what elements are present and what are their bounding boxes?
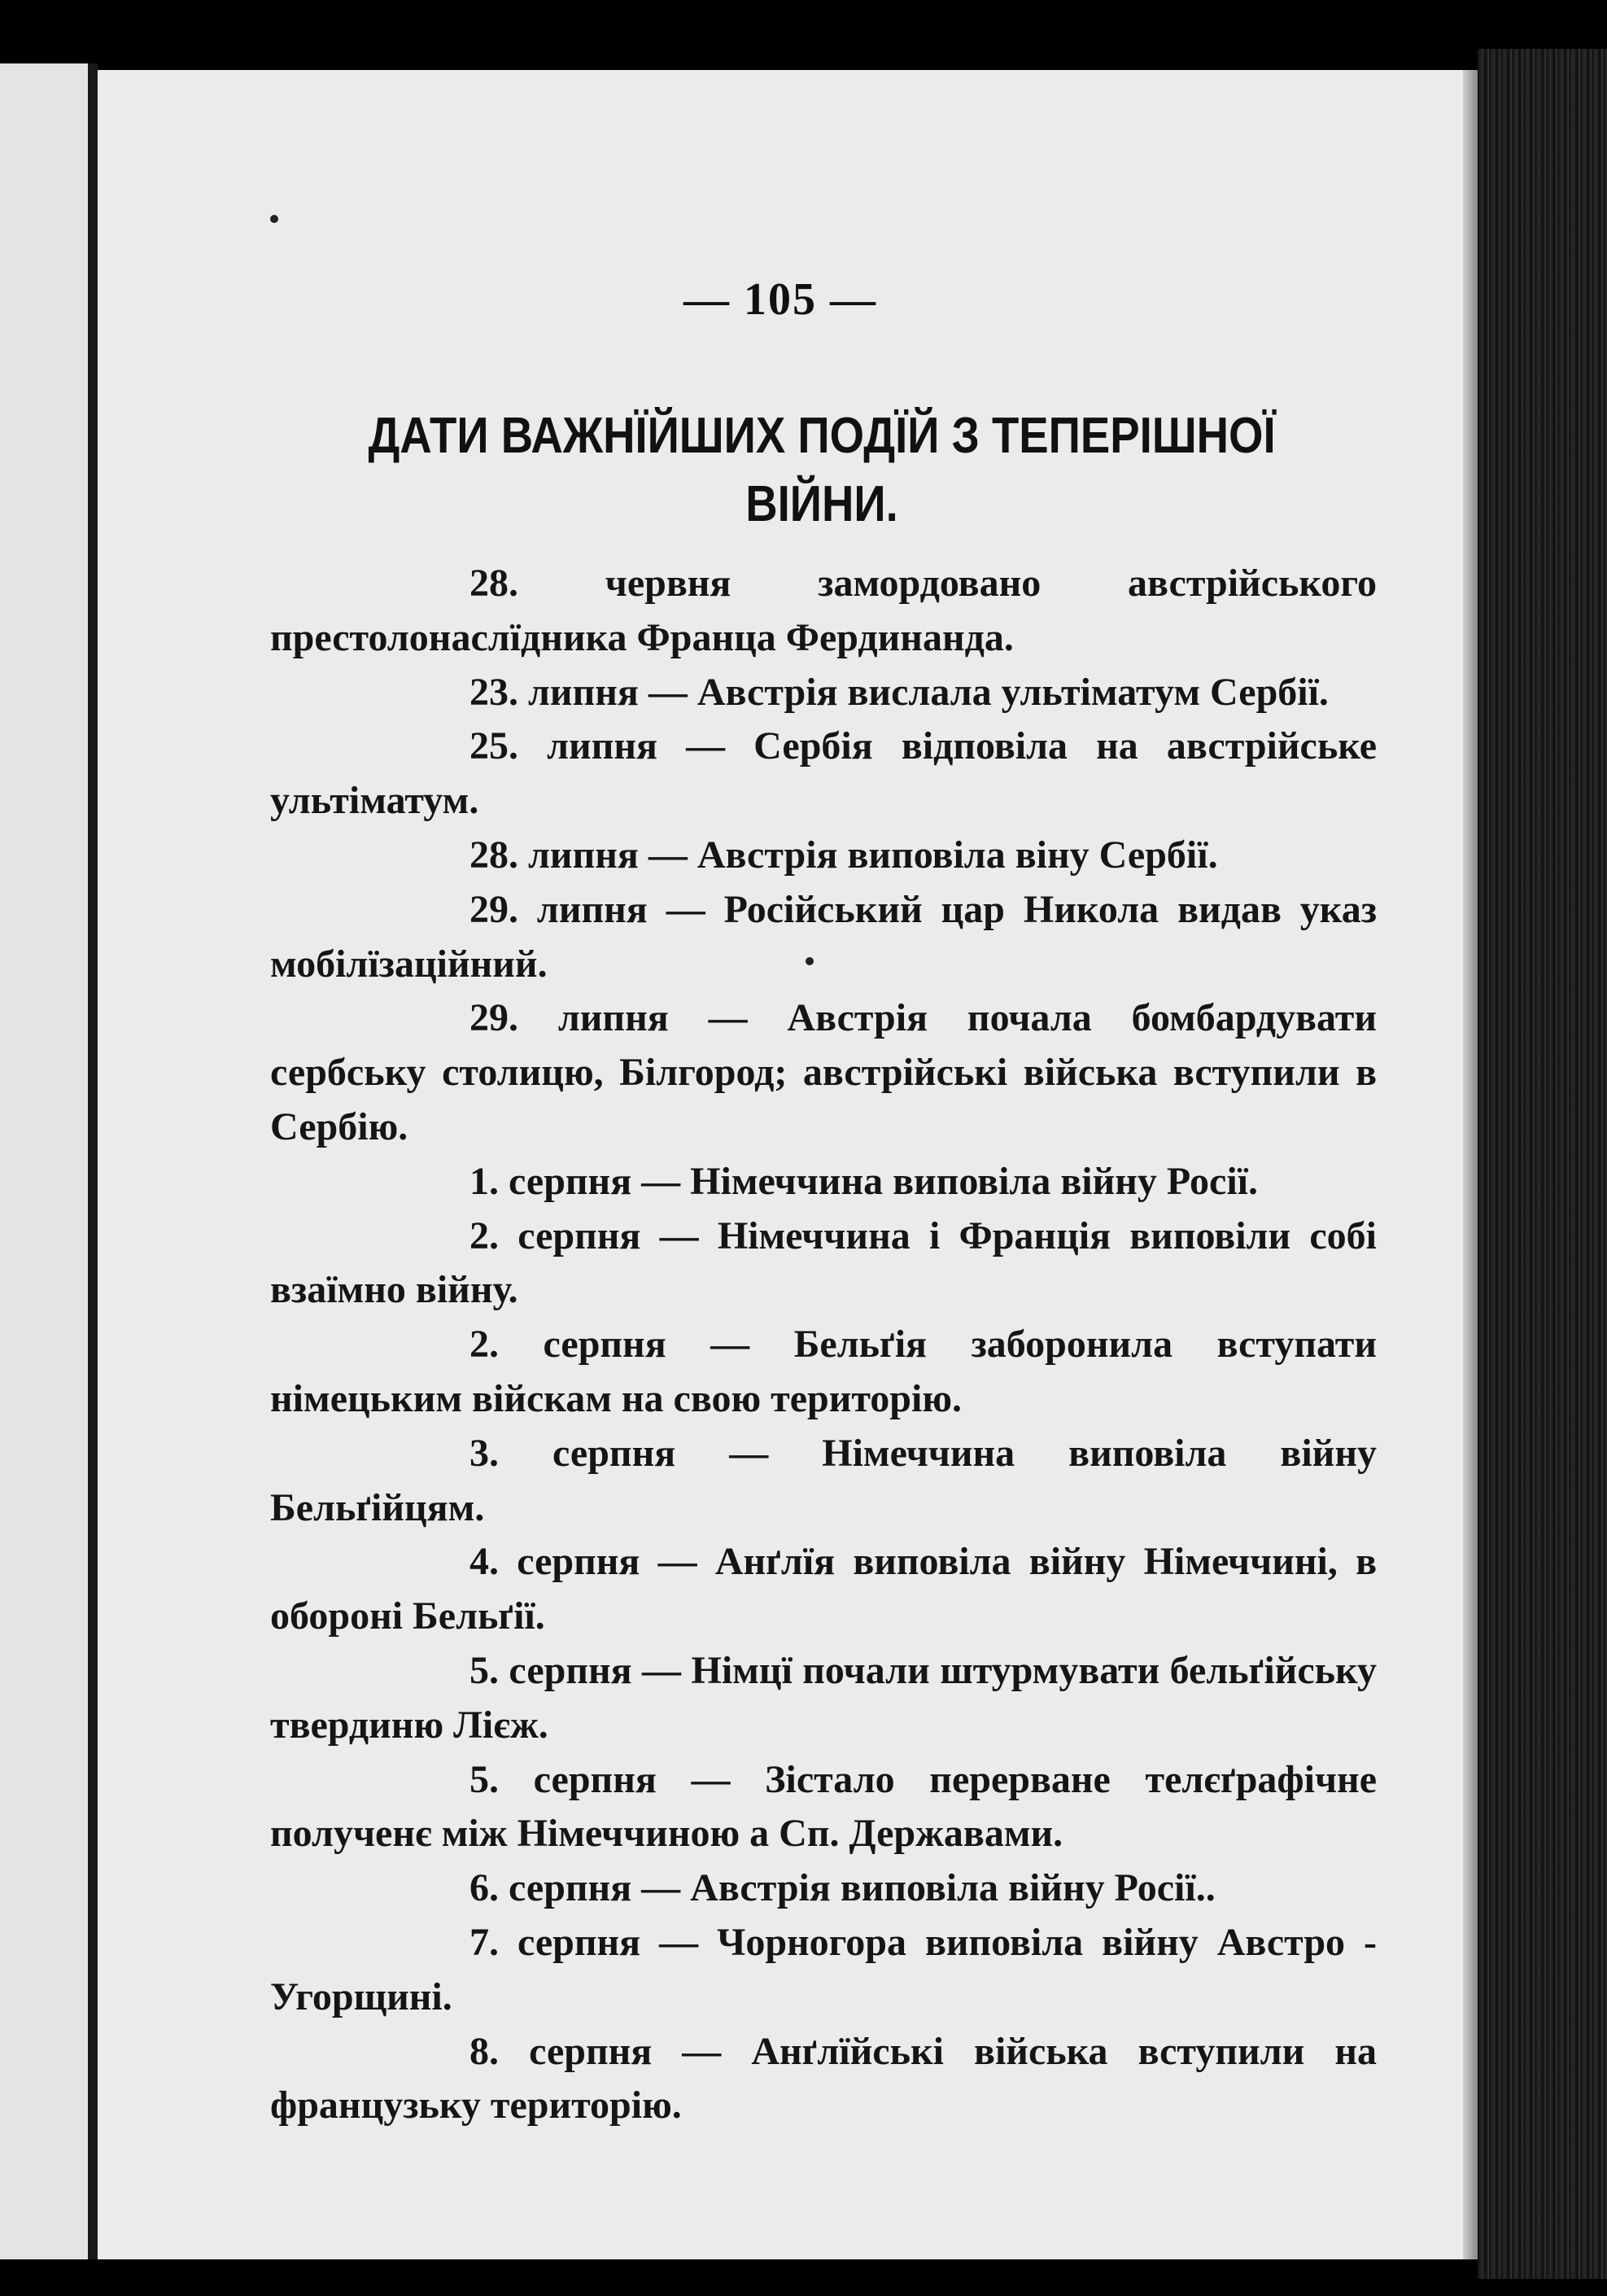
chronology-entry: 29. липня — Австрія почала бомбардувати сербську столицю, Білгород; австрійські війська вступили в Сербію. (270, 996, 1377, 1148)
chronology-entry: 7. серпня — Чорногора виповіла війну Австро - Угорщині. (270, 1920, 1377, 2018)
book-gutter (88, 63, 98, 2259)
book-page (98, 70, 1463, 2259)
chronology-entry: 5. серпня — Зістало перерване телєґрафічне полученє між Німеччиною а Сп. Державами. (270, 1757, 1377, 1856)
ink-speck (270, 215, 278, 223)
chronology-entry: 29. липня — Російський цар Никола видав указ мобілїзаційний. (270, 887, 1377, 986)
chronology-entry: 2. серпня — Німеччина і Франція виповіли собі взаїмно війну. (270, 1214, 1377, 1312)
chronology-entry: 4. серпня — Анґлїя виповіла війну Німеччині, в обороні Бельґії. (270, 1540, 1377, 1638)
heading-line-1: ДАТИ ВАЖНЇЙШИХ ПОДЇЙ З ТЕПЕРІШНОЇ (368, 408, 1276, 464)
chronology-entry: 28. червня замордовано австрійського престолонаслїдника Франца Фердинанда. (270, 562, 1377, 659)
chronology-list (270, 557, 1377, 2133)
heading-line-2: ВІЙНИ. (745, 476, 898, 532)
page-heading (356, 402, 1287, 539)
page-number: — 105 — (683, 274, 877, 325)
chronology-entry: 23. липня — Австрія вислала ультіматум Сербії. (469, 670, 1329, 714)
chronology-entry: 8. серпня — Анґлїйські війська вступили на французьку територію. (270, 2029, 1377, 2128)
chronology-entry: 2. серпня — Бельґія заборонила вступати німецьким війскам на свою територію. (270, 1323, 1377, 1420)
page-edge-shadow (1463, 70, 1478, 2259)
chronology-entry: 1. серпня — Німеччина виповіла війну Росії. (469, 1159, 1258, 1203)
chronology-entry: 28. липня — Австрія виповіла віну Сербії. (469, 833, 1218, 877)
chronology-entry: 3. серпня — Німеччина виповіла війну Бельґійцям. (270, 1431, 1377, 1529)
chronology-entry: 6. серпня — Австрія виповіла війну Росії.. (469, 1866, 1216, 1910)
left-page-edge (0, 63, 88, 2259)
book-binding (1478, 49, 1607, 2279)
chronology-entry: 25. липня — Сербія відповіла на австрійське ультіматум. (270, 724, 1377, 823)
chronology-entry: 5. серпня — Німцї почали штурмувати бельґійську твердиню Лієж. (270, 1648, 1377, 1747)
